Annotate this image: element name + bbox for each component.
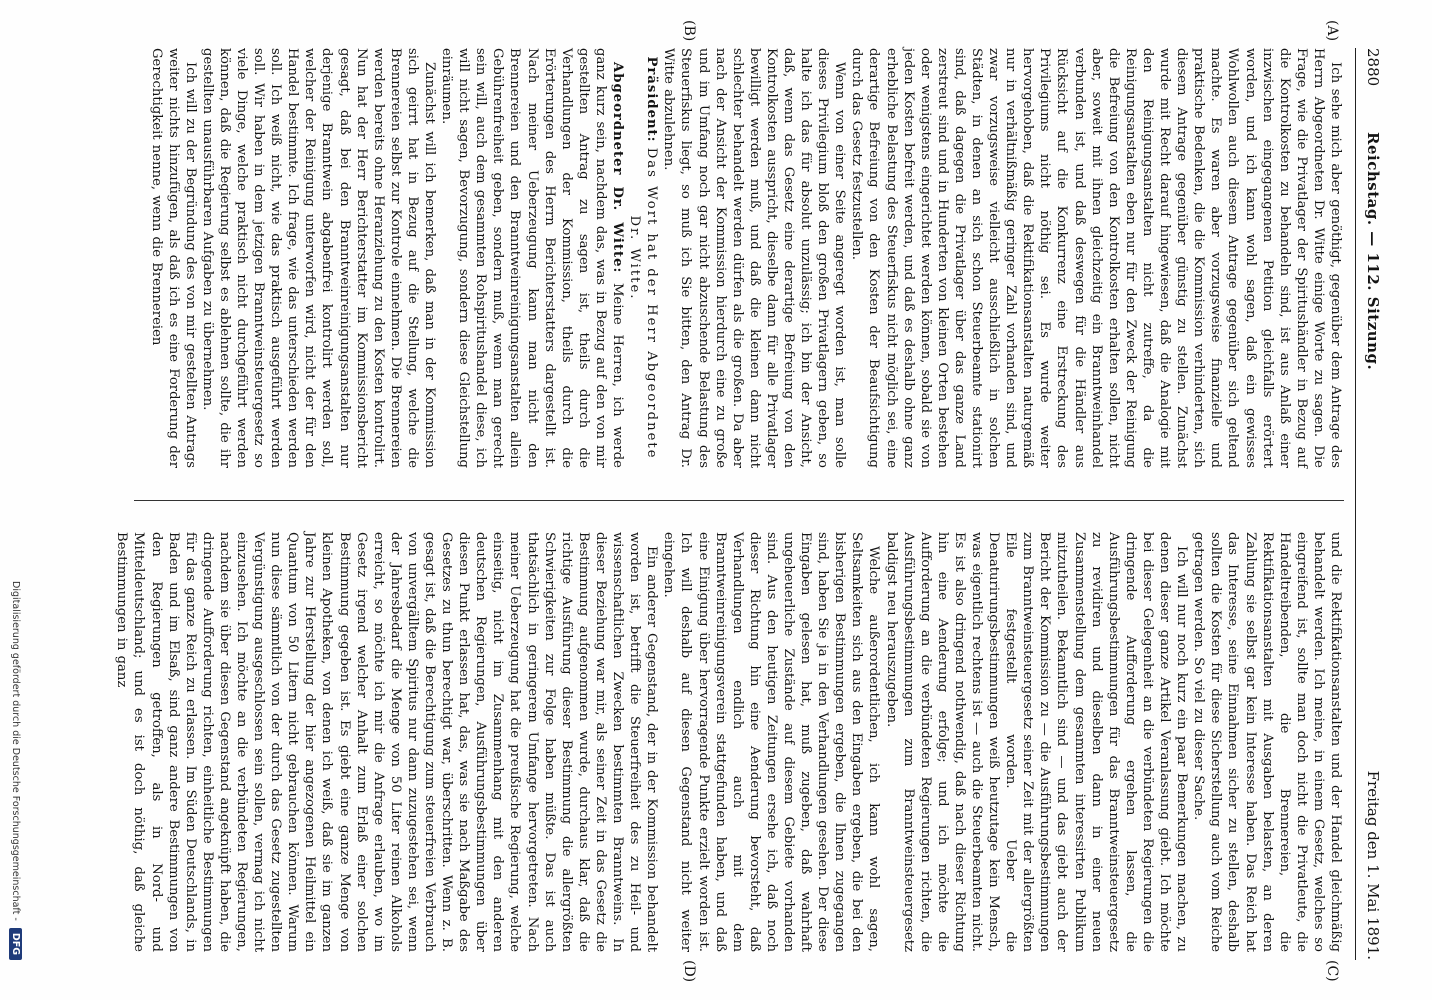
left-column	[134, 48, 1344, 468]
paragraph: Ein anderer Gegenstand, der in der Kommission behandelt worden ist, betrifft die Steuerfreiheit des zu Heil- und wissenschaftlichen Zwecken bestimmten Branntweins. In dieser Beziehung war mir, als seiner Zeit in das Gesetz die Bestimmung aufgenommen wurde, durchaus klar, daß die richtige Ausführung dieser Bestimmung die allergrößten Schwierigkeiten zur Folge haben müßte. Das ist auch thatsächlich in geringerem Umfange hervorgetreten. Nach meiner Ueberzeugung hat die preußische Regierung, welche einseitig, nicht im Zusammenhang mit den anderen deutschen Regierungen, Ausführungsbestimmungen über diesen Punkt erlassen hat, das, was sie nach Maßgabe des Gesetzes zu thun berechtigt war, überschritten. Wenn z. B. gesagt ist, daß die Berechtigung zum steuerfreien Verbrauch von unvergälltem Spiritus nur dann zuzugestehen sei, wenn der Jahresbedarf die Menge von 50 Liter reinen Alkohols erreicht, so möchte ich mir die Anfrage erlauben, wo im Gesetz irgend welcher Anhalt zum Erlaß einer solchen Bestimmung gegeben ist. Es giebt eine ganze Menge von kleinen Apotheken, von denen ich weiß, daß sie im ganzen Jahre zur Herstellung der hier angezogenen Heilmittel ein Quantum von 50 Litern nicht gebrauchen können. Warum nun diese sämmtlich von der durch das Gesetz zugestellten Vergünstigung ausgeschlossen sein sollen, vermag ich nicht einzusehen. Ich möchte an die verbündeten Regierungen, nachdem sie über diesen Gegenstand angeknüpft haben, die dringende Aufforderung richten, einheitliche Bestimmungen für das ganze Reich zu erlassen. Im Süden Deutschlands, in Baden und im Elsaß, sind ganz andere Bestimmungen von den Regierungen getroffen, als in Nord- und Mitteldeutschland; und es ist doch nöthig, daß gleiche Bestimmungen in ganz	[114, 532, 660, 952]
digitization-footer	[9, 0, 22, 1000]
dfg-logo: DFG	[9, 928, 22, 960]
president-text: Das Wort hat der Herr Abgeordnete Dr. Witte.	[627, 147, 660, 460]
speaker-label: Präsident:	[644, 56, 660, 143]
speaker-label: Abgeordneter Dr. Witte:	[610, 62, 626, 274]
margin-mark-d: (D)	[681, 960, 697, 983]
speech-paragraph	[438, 48, 626, 468]
session-title: Reichstag. — 112. Sitzung.	[1364, 132, 1382, 371]
speech-text: Meine Herren, ich werde ganz kurz sein, nachdem das, was in Bezug auf den von mir gestellten Antrag zu sagen ist, theils durch die Verhandlungen der Kommission, theils durch die Erörterungen des Herrn Berichterstatters dargestellt ist. Nach meiner Ueberzeugung kann man nicht den Brennereien und den Branntweinreinigungsanstalten allein Gebührenfreiheit geben, sondern muß, wenn man gerecht sein will, auch dem gesammten Rohspiritushandel diese, ich will nicht sagen, Bevorzugung, sondern diese Gleichstellung einräumen.	[439, 48, 626, 468]
margin-mark-a: (A)	[1324, 20, 1340, 42]
paragraph: Ich will nur noch kurz ein paar Bemerkungen machen, zu denen dieser ganze Artikel Veranlassung giebt. Ich möchte bei dieser Gelegenheit an die verbündeten Regierungen die dringende Aufforderung ergehen lassen, die Ausführungsbestimmungen für das Branntweinsteuergesetz zu revidiren und dieselben dann in einer neuen Zusammenstellung dem gesammten interessirten Publikum mitzutheilen. Bekanntlich sind — und das giebt auch der Bericht der Kommission zu — die Ausführungsbestimmungen zum Branntweinsteuergesetz seiner Zeit mit der allergrößten Eile festgestellt worden. Ueber die Denaturirungsbestimmungen weiß heutzutage kein Mensch, was eigentlich rechtens ist — auch die Steuerbeamten nicht. Es ist also dringend nothwendig, daß nach dieser Richtung hin eine Aenderung erfolge; und ich möchte die Aufforderung an die verbündeten Regierungen richten, die Ausführungsbestimmungen zum Branntweinsteuergesetz baldigst neu herauszugeben.	[883, 532, 1190, 952]
paragraph: Ich sehe mich aber genöthigt, gegenüber dem Antrage des Herrn Abgeordneten Dr. Witte einige Worte zu sagen. Die Frage, wie die Privatlager der Spiritushändler in Bezug auf die Kontrolkosten zu behandeln sind, ist aus Anlaß einer inzwischen eingegangenen Petition gleichfalls erörtert worden, und ich kann wohl sagen, daß ein gewisses Wohlwollen auch diesem Antrage gegenüber sich geltend machte. Es waren aber vorzugsweise finanzielle und praktische Bedenken, die die Kommission verhinderten, sich diesem Antrage gegenüber günstig zu stellen. Zunächst wurde mit Recht darauf hingewiesen, daß die Analogie mit den Reinigungsanstalten nicht zutreffe, da die Reinigungsanstalten eben nur für den Zweck der Reinigung die Befreiung von den Kontrolkosten erhalten sollen, nicht aber, soweit mit ihnen gleichzeitig ein Branntweinhandel verbunden ist, und daß deswegen für die Händler aus Rücksicht auf die Konkurrenz eine Erstreckung des Privilegiums nicht nöthig sei. Es wurde weiter hervorgehoben, daß die Rektifikationsanstalten naturgemäß nur in verhältnißmäßig geringer Zahl vorhanden sind, und zwar vorzugsweise vielleicht ausschließlich in solchen Städten, in denen an sich schon Steuerbeamte stationirt sind, daß dagegen die Privatlager über das ganze Land zerstreut sind und in Hunderten von kleinen Orten bestehen oder wenigstens eingerichtet werden können, sobald sie von jeden Kosten befreit werden, und daß es deshalb ohne ganz erhebliche Belastung des Steuerfiskus nicht möglich sei, eine derartige Befreiung von den Kosten der Beaufsichtigung durch das Gesetz festzustellen.	[849, 48, 1343, 468]
paragraph: Ich will zu der Begründung des von mir gestellten Antrags weiter nichts hinzufügen, als daß ich es eine Forderung der Gerechtigkeit nenne, wenn die Brennereien	[148, 48, 198, 468]
page-header	[1355, 48, 1386, 960]
right-column	[114, 532, 1344, 952]
margin-mark-b: (B)	[681, 20, 697, 42]
paragraph: und die Rektifikationsanstalten und der Handel gleichmäßig behandelt werden. Ich meine, in einem Gesetz, welches so eingreifend ist, sollte man doch nicht die Privatleute, die Handeltreibenden, die Brennereien, die Rektifikationsanstalten mit Ausgaben belasten, an deren Zahlung sie selbst gar kein Interesse haben. Das Reich hat das Interesse, seine Einnahmen sicher zu stellen, deshalb sollten die Kosten für diese Sicherstellung auch vom Reiche getragen werden. So viel zu dieser Sache.	[1191, 532, 1343, 952]
footer-text: Digitalisierung gefördert durch die Deutsche Forschungsgemeinschaft -	[10, 581, 21, 921]
president-remark	[626, 48, 660, 468]
column-divider	[134, 500, 1344, 501]
paragraph: Zunächst will ich bemerken, daß man in der Kommission sich geirrt hat in Bezug auf die Stellung, welche die Brennereien selbst zur Kontrole einnehmen. Die Brennereien werden bereits ohne Heranziehung zu den Kosten kontrolirt. Nun hat der Herr Berichterstatter im Kommissionsbericht gesagt, daß bei den Branntweinreinigungsanstalten nur derjenige Branntwein abgabenfrei kontrolirt werden soll, welcher der Reinigung unterworfen wird, nicht der für den Handel bestimmte. Ich frage, wie das unterschieden werden soll. Ich weiß nicht, wie das praktisch ausgeführt werden soll. Wir haben in dem jetzigen Branntweinsteuergesetz so viele Dinge, welche praktisch nicht durchgeführt werden können, daß die Regierung selbst es ablehnen sollte, die ihr gestellten unausführbaren Aufgaben zu übernehmen.	[199, 48, 438, 468]
paragraph: Wenn von einer Seite angeregt worden ist, man solle dieses Privilegium bloß den großen Privatlagern geben, so halte ich das für absolut unzulässig; ich bin der Ansicht, daß, wenn das Gesetz eine derartige Befreiung von den Kontrolkosten ausspricht, dieselbe dann für alle Privatlager bewilligt werden muß, und daß die kleinen dann nicht schlechter behandelt werden dürfen als die großen. Da aber nach der Ansicht der Kommission hierdurch eine zu große und im Umfang noch gar nicht abzuschende Belastung des Steuerfiskus liegt, so muß ich Sie bitten, den Antrag Dr. Witte abzulehnen.	[661, 48, 848, 468]
margin-mark-c: (C)	[1324, 960, 1340, 982]
page-number: 2880	[1364, 48, 1382, 87]
paragraph: Welche außerordentlichen, ich kann wohl sagen, Seltsamkeiten sich aus den Eingaben ergeben, die bei den bisherigen Bestimmungen ergeben, die Ihnen zugegangen sind, haben Sie ja in den Verhandlungen gesehen. Der diese Eingaben gelesen hat, muß zugeben, daß wahrhaft ungeheuerliche Zustände auf diesem Gebiete vorhanden sind. Aus den heutigen Zeitungen ersehe ich, daß noch dieser Richtung hin eine Aenderung bevorsteht, daß Verhandlungen endlich auch mit dem Branntweinreinigungsverein stattgefunden haben, und daß eine Einigung über hervorragende Punkte erzielt worden ist. Ich will deshalb auf diesen Gegenstand nicht weiter eingehen.	[661, 532, 882, 952]
session-date: Freitag den 1. Mai 1891.	[1364, 770, 1382, 960]
